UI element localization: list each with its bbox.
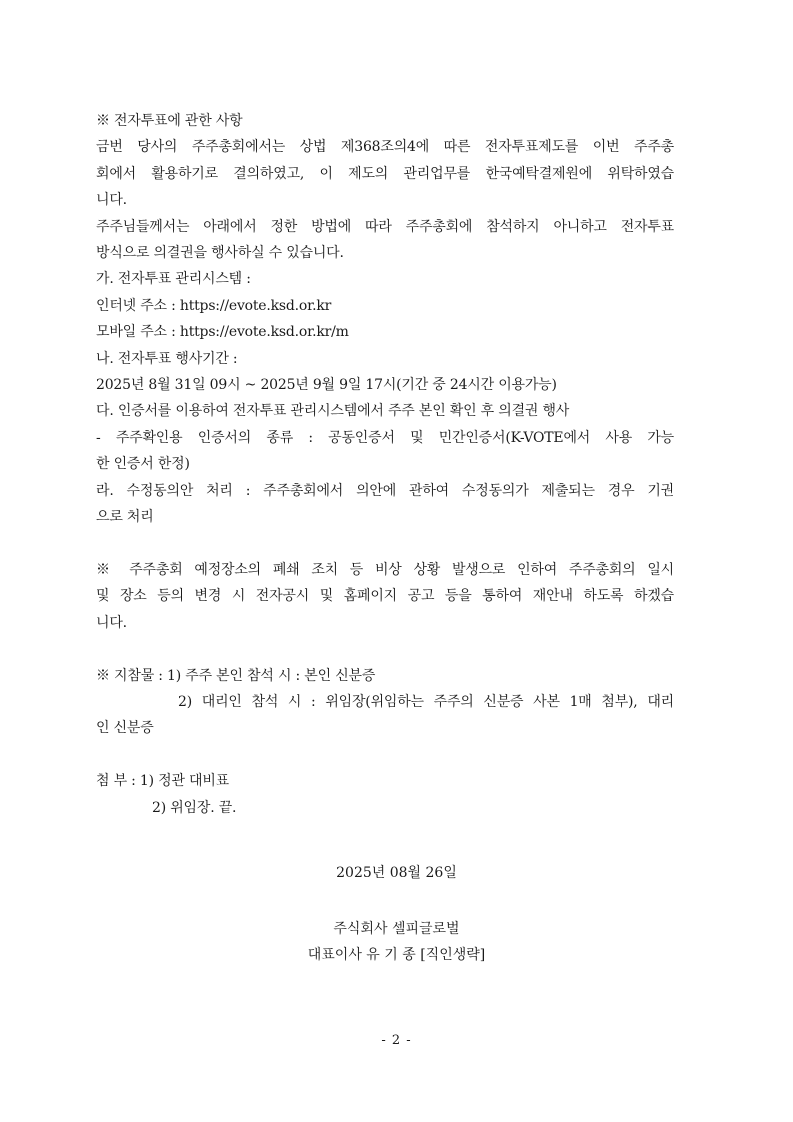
electronic-voting-heading: ※ 전자투표에 관한 사항	[96, 113, 243, 129]
attachments-line-1: 첨 부 : 1) 정관 대비표	[96, 773, 230, 790]
intro-line-2: 회에서 활용하기로 결의하였고, 이 제도의 관리업무를 한국예탁결제원에 위탁하였습	[96, 165, 674, 182]
document-date: 2025년 08월 26일	[336, 865, 457, 881]
spacer	[96, 742, 674, 768]
items-to-bring-line-1: ※ 지참물 : 1) 주주 본인 참석 시 : 본인 신분증	[96, 667, 376, 684]
mobile-address: 모바일 주소 : https://evote.ksd.or.kr/m	[96, 324, 349, 341]
spacer	[96, 636, 674, 662]
items-to-bring-section	[96, 663, 674, 742]
intro-line-4: 주주님들께서는 아래에서 정한 방법에 따라 주주총회에 참석하지 아니하고 전자투표	[96, 218, 674, 235]
items-to-bring-line-3: 인 신분증	[96, 720, 154, 737]
certificate-types-line-1: - 주주확인용 인증서의 종류 : 공동인증서 및 민간인증서(K-VOTE에서 사용 가능	[96, 429, 674, 446]
certificate-label: 다. 인증서를 이용하여 전자투표 관리시스템에서 주주 본인 확인 후 의결권 행사	[96, 403, 570, 420]
company-name: 주식회사 셀피글로벌	[333, 921, 460, 937]
venue-line-3: 니다.	[96, 614, 127, 631]
electronic-voting-section	[96, 108, 674, 531]
venue-line-1: ※ 주주총회 예정장소의 폐쇄 조치 등 비상 상황 발생으로 인하여 주주총회의 일시	[96, 561, 674, 578]
attachments-line-2: 2) 위임장. 끝.	[152, 799, 237, 816]
amendment-line-1: 라. 수정동의안 처리 : 주주총회에서 의안에 관하여 수정동의가 제출되는 경우 기권	[96, 482, 674, 499]
intro-line-1: 금번 당사의 주주총회에서는 상법 제368조의4에 따른 전자투표제도를 이번 주주총	[96, 139, 674, 156]
ceo-signature-line: 대표이사 유 기 종 [직인생략]	[307, 947, 486, 963]
items-to-bring-line-2: 2) 대리인 참석 시 : 위임장(위임하는 주주의 신분증 사본 1매 첨부), 대리	[178, 693, 674, 710]
certificate-types-line-2: 한 인증서 한정)	[96, 456, 190, 473]
intro-line-3: 니다.	[96, 192, 127, 209]
internet-address: 인터넷 주소 : https://evote.ksd.or.kr	[96, 297, 332, 314]
document-body	[96, 108, 674, 821]
page-number: - 2 -	[381, 1033, 412, 1048]
voting-system-label: 가. 전자투표 관리시스템 :	[96, 271, 251, 288]
venue-line-2: 및 장소 등의 변경 시 전자공시 및 홈페이지 공고 등을 통하여 재안내 하도록 하겠습	[96, 588, 674, 605]
voting-period-value: 2025년 8월 31일 09시 ~ 2025년 9월 9일 17시(기간 중 24시간 이용가능)	[96, 377, 557, 394]
intro-line-5: 방식으로 의결권을 행사하실 수 있습니다.	[96, 245, 344, 262]
voting-period-label: 나. 전자투표 행사기간 :	[96, 350, 238, 367]
amendment-line-2: 으로 처리	[96, 509, 154, 526]
spacer	[96, 531, 674, 557]
venue-change-section	[96, 557, 674, 636]
attachments-section	[96, 768, 674, 821]
